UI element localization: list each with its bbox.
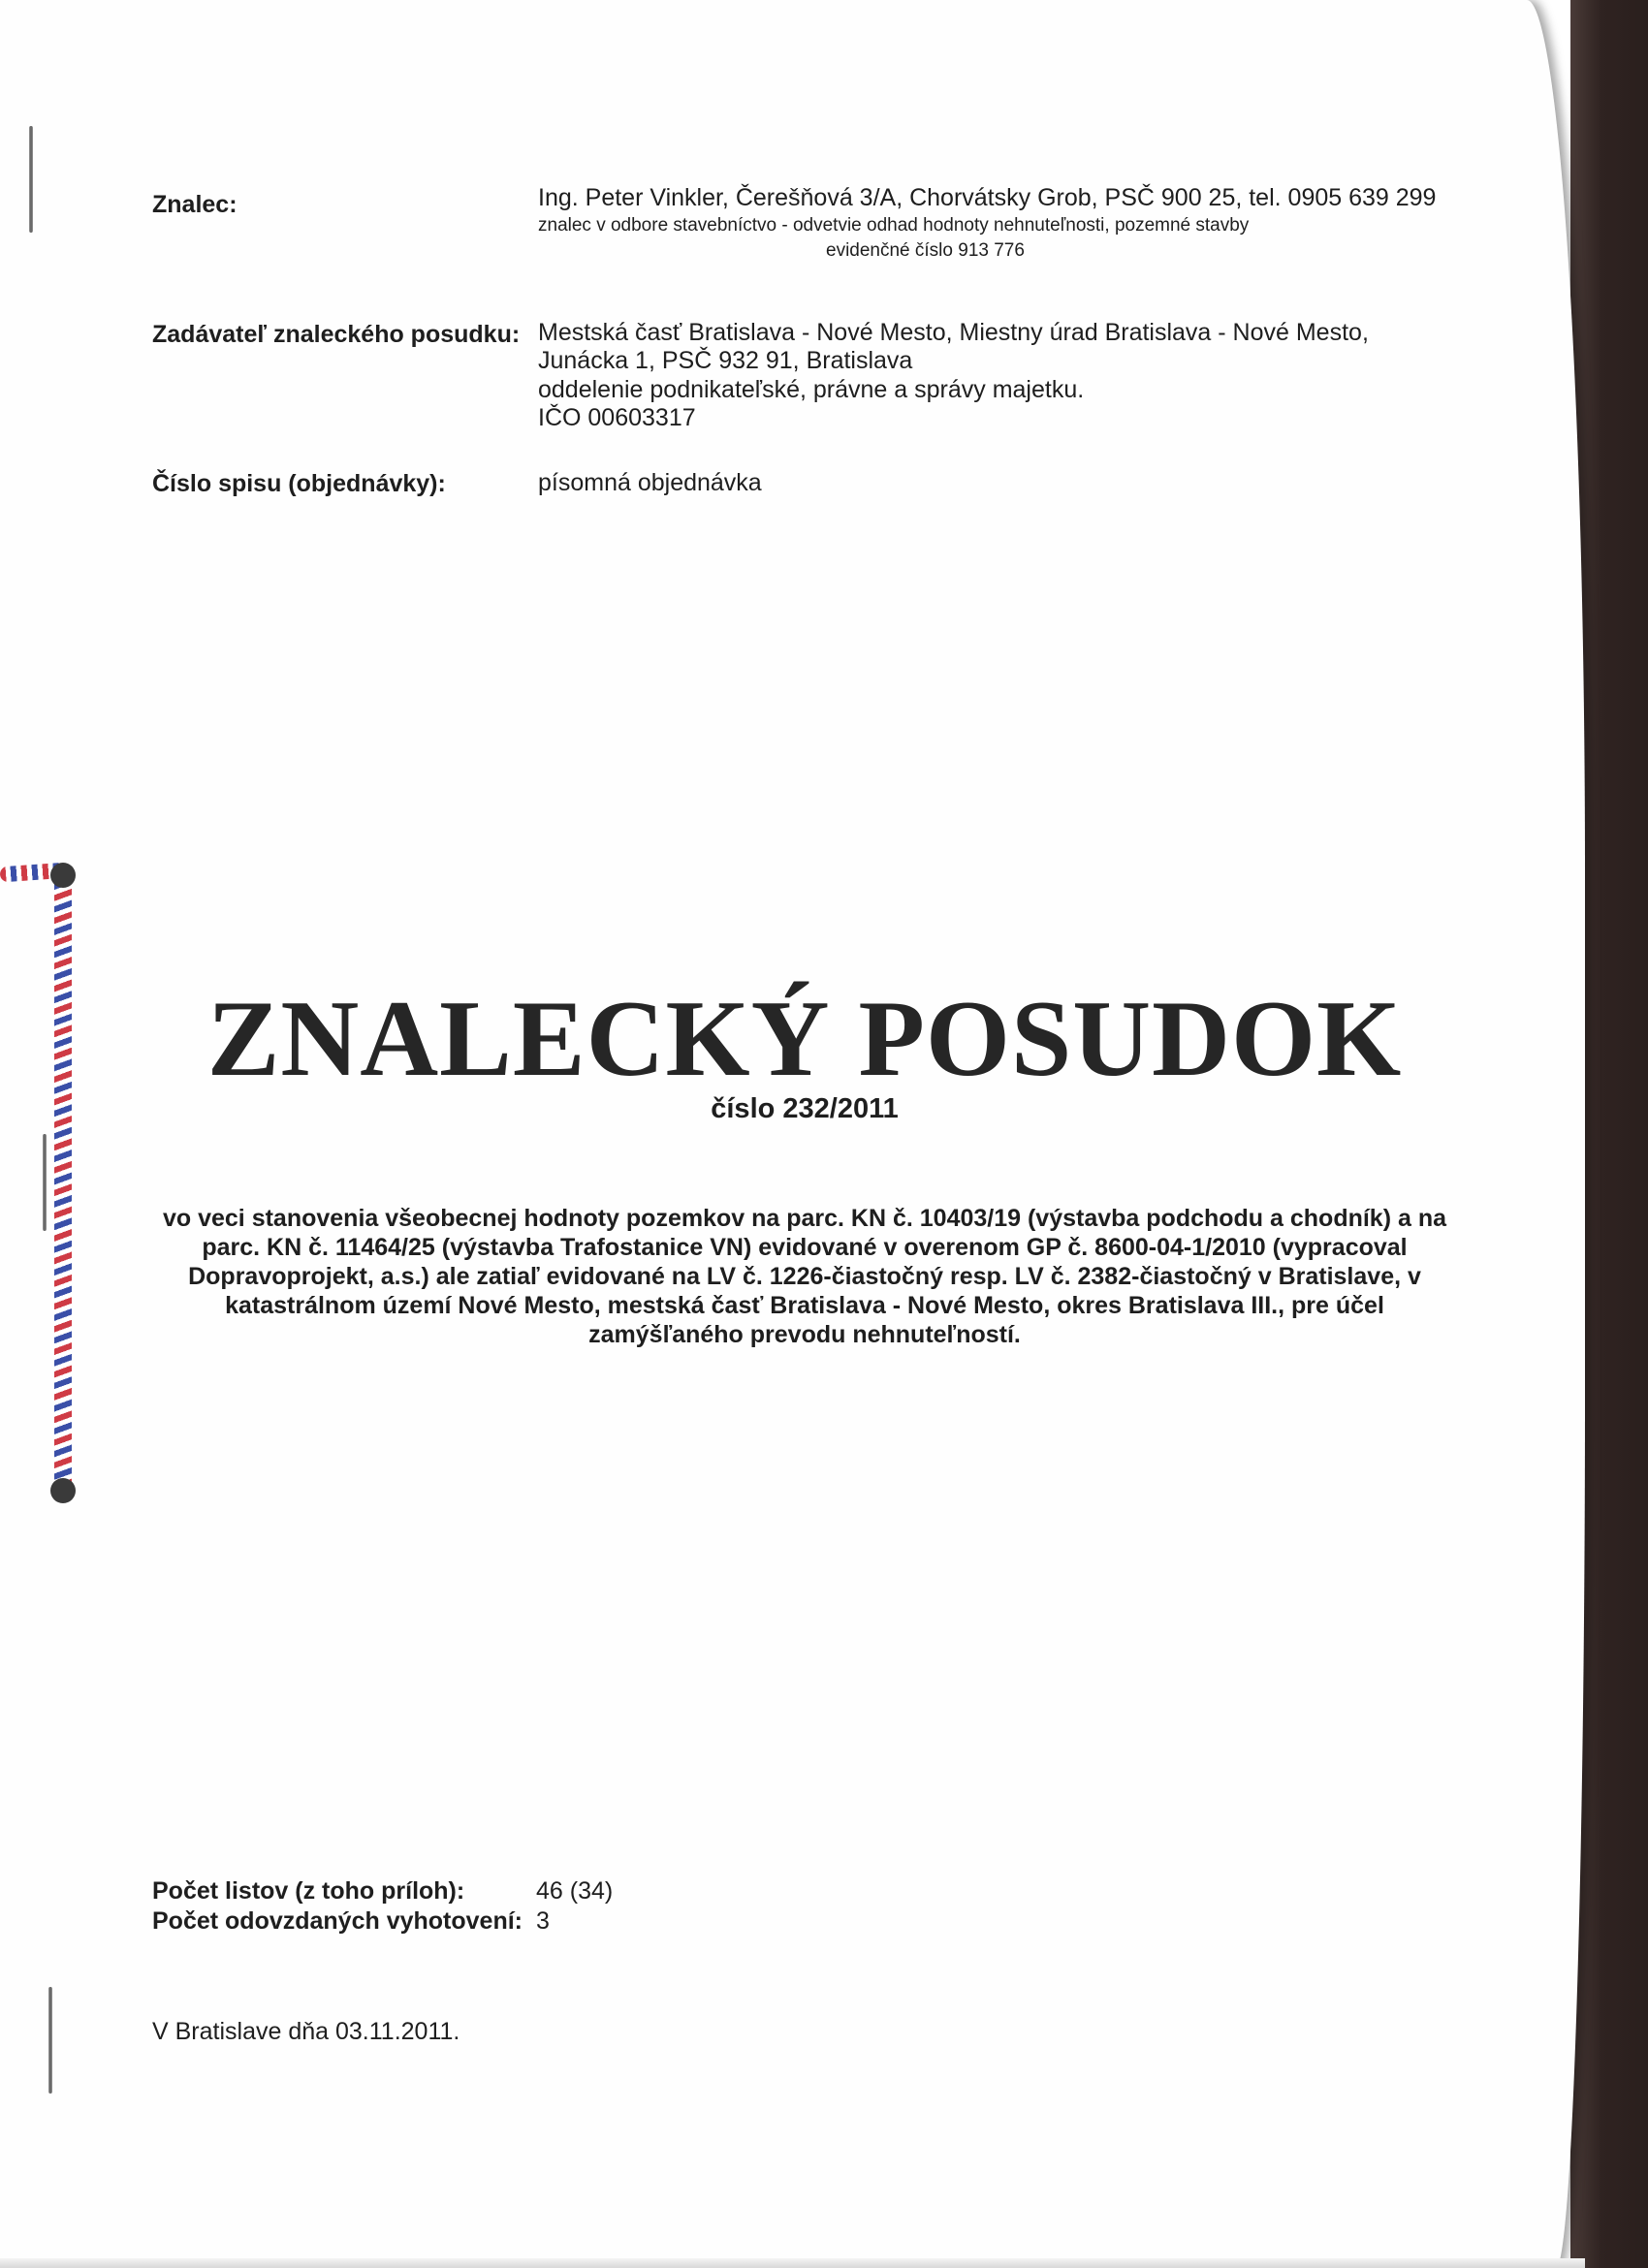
staple [43, 1134, 47, 1231]
punch-hole [50, 1478, 76, 1503]
sheets-label: Počet listov (z toho príloh): [152, 1877, 465, 1905]
subject-line: katastrálnom území Nové Mesto, mestská časť Bratislava - Nové Mesto, okres Bratislava III., pre účel [225, 1292, 1384, 1319]
subject-line: Dopravoprojekt, a.s.) ale zatiaľ evidované na LV č. 1226-čiastočný resp. LV č. 2382-čiastočný v Bratislave, v [188, 1263, 1421, 1290]
copies-label: Počet odovzdaných vyhotovení: [152, 1907, 523, 1935]
expert-line-2: znalec v odbore stavebníctvo - odvetvie odhad hodnoty nehnuteľnosti, pozemné stavby [538, 215, 1250, 236]
binding-cord [54, 872, 72, 1493]
document-title: ZNALECKÝ POSUDOK [206, 979, 1403, 1099]
file-value: písomná objednávka [538, 469, 762, 496]
expert-label: Znalec: [152, 191, 238, 218]
client-line-4: IČO 00603317 [538, 404, 696, 431]
expert-line-1: Ing. Peter Vinkler, Čerešňová 3/A, Chorvátsky Grob, PSČ 900 25, tel. 0905 639 299 [538, 184, 1437, 211]
expert-line-3: evidenčné číslo 913 776 [826, 240, 1025, 261]
subject-paragraph [155, 1204, 1454, 1349]
client-line-1: Mestská časť Bratislava - Nové Mesto, Miestny úrad Bratislava - Nové Mesto, [538, 319, 1369, 346]
client-line-2: Junácka 1, PSČ 932 91, Bratislava [538, 347, 913, 374]
subject-line: zamýšľaného prevodu nehnuteľností. [588, 1321, 1021, 1348]
subject-line: vo veci stanovenia všeobecnej hodnoty pozemkov na parc. KN č. 10403/19 (výstavba podchodu a chodník) a na [162, 1205, 1447, 1232]
page-edge [0, 2258, 1585, 2268]
file-label: Číslo spisu (objednávky): [152, 470, 446, 497]
sheets-value: 46 (34) [536, 1877, 614, 1905]
copies-value: 3 [536, 1907, 550, 1935]
staple [48, 1987, 52, 2094]
place-and-date: V Bratislave dňa 03.11.2011. [152, 2018, 460, 2045]
client-label: Zadávateľ znaleckého posudku: [152, 321, 521, 348]
subject-line: parc. KN č. 11464/25 (výstavba Trafostanice VN) evidované v overenom GP č. 8600-04-1/2010 (vypracoval [202, 1234, 1408, 1261]
document-number: číslo 232/2011 [711, 1093, 899, 1124]
staple [29, 126, 33, 233]
punch-hole [50, 863, 76, 888]
client-line-3: oddelenie podnikateľské, právne a správy majetku. [538, 376, 1085, 403]
